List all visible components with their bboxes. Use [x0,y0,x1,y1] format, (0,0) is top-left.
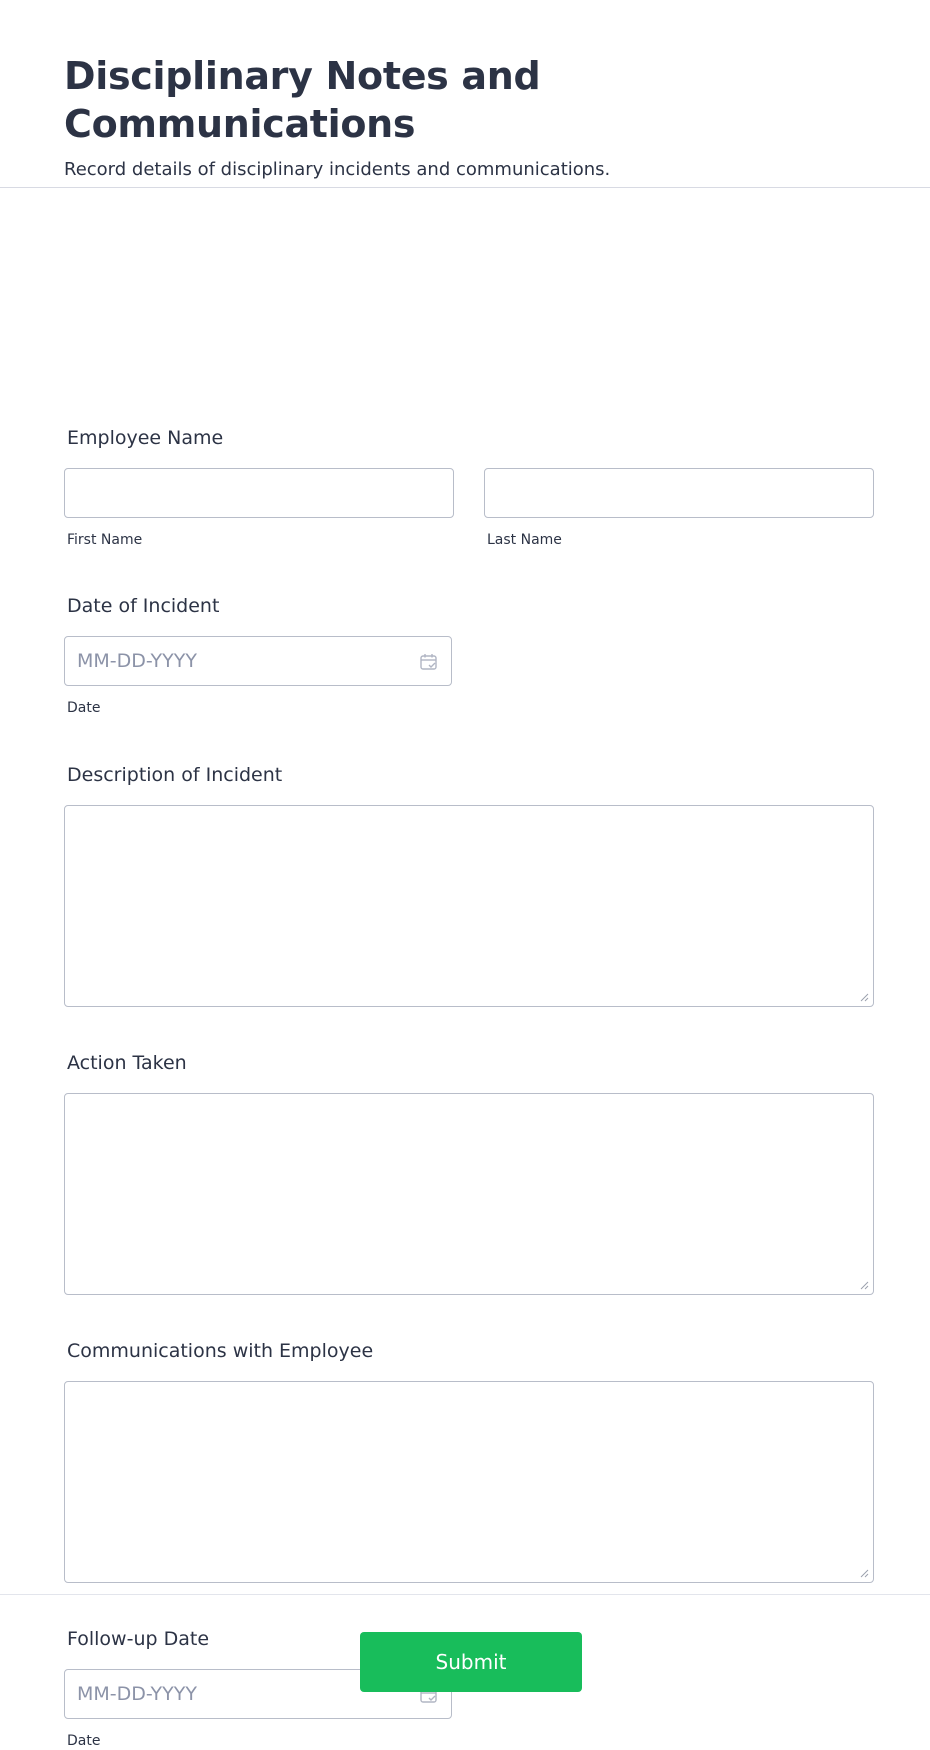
calendar-icon[interactable] [419,652,439,672]
follow-up-date-sublabel: Date [67,1733,101,1749]
name-row [64,468,874,549]
description-label: Description of Incident [67,764,283,786]
date-of-incident-label: Date of Incident [67,595,220,617]
date-of-incident-sublabel: Date [67,700,101,716]
page-subtitle: Record details of disciplinary incidents and communications. [64,159,611,180]
submit-button[interactable]: Submit [360,1632,582,1692]
first-name-column [64,468,454,549]
last-name-column [484,468,874,549]
follow-up-date-label: Follow-up Date [67,1628,210,1650]
footer-divider [0,1594,930,1595]
first-name-sublabel: First Name [67,532,143,548]
action-taken-field [64,1051,874,1295]
page-title: Disciplinary Notes and Communications [64,54,541,146]
last-name-sublabel: Last Name [487,532,562,548]
last-name-input[interactable] [484,468,874,518]
resize-handle-icon[interactable] [859,1280,869,1290]
first-name-input[interactable] [64,468,454,518]
resize-handle-icon[interactable] [859,1568,869,1578]
date-of-incident-placeholder: MM-DD-YYYY [77,650,197,672]
employee-name-field [64,426,874,549]
form-header [0,0,930,188]
description-field [64,763,874,1007]
follow-up-date-placeholder: MM-DD-YYYY [77,1683,197,1705]
resize-handle-icon[interactable] [859,992,869,1002]
description-textarea[interactable] [64,805,874,1007]
action-taken-label: Action Taken [67,1052,187,1074]
employee-name-label: Employee Name [67,427,224,449]
communications-label: Communications with Employee [67,1340,374,1362]
communications-field [64,1339,874,1583]
date-of-incident-field [64,594,874,717]
date-of-incident-input[interactable] [64,636,452,686]
communications-textarea[interactable] [64,1381,874,1583]
action-taken-textarea[interactable] [64,1093,874,1295]
